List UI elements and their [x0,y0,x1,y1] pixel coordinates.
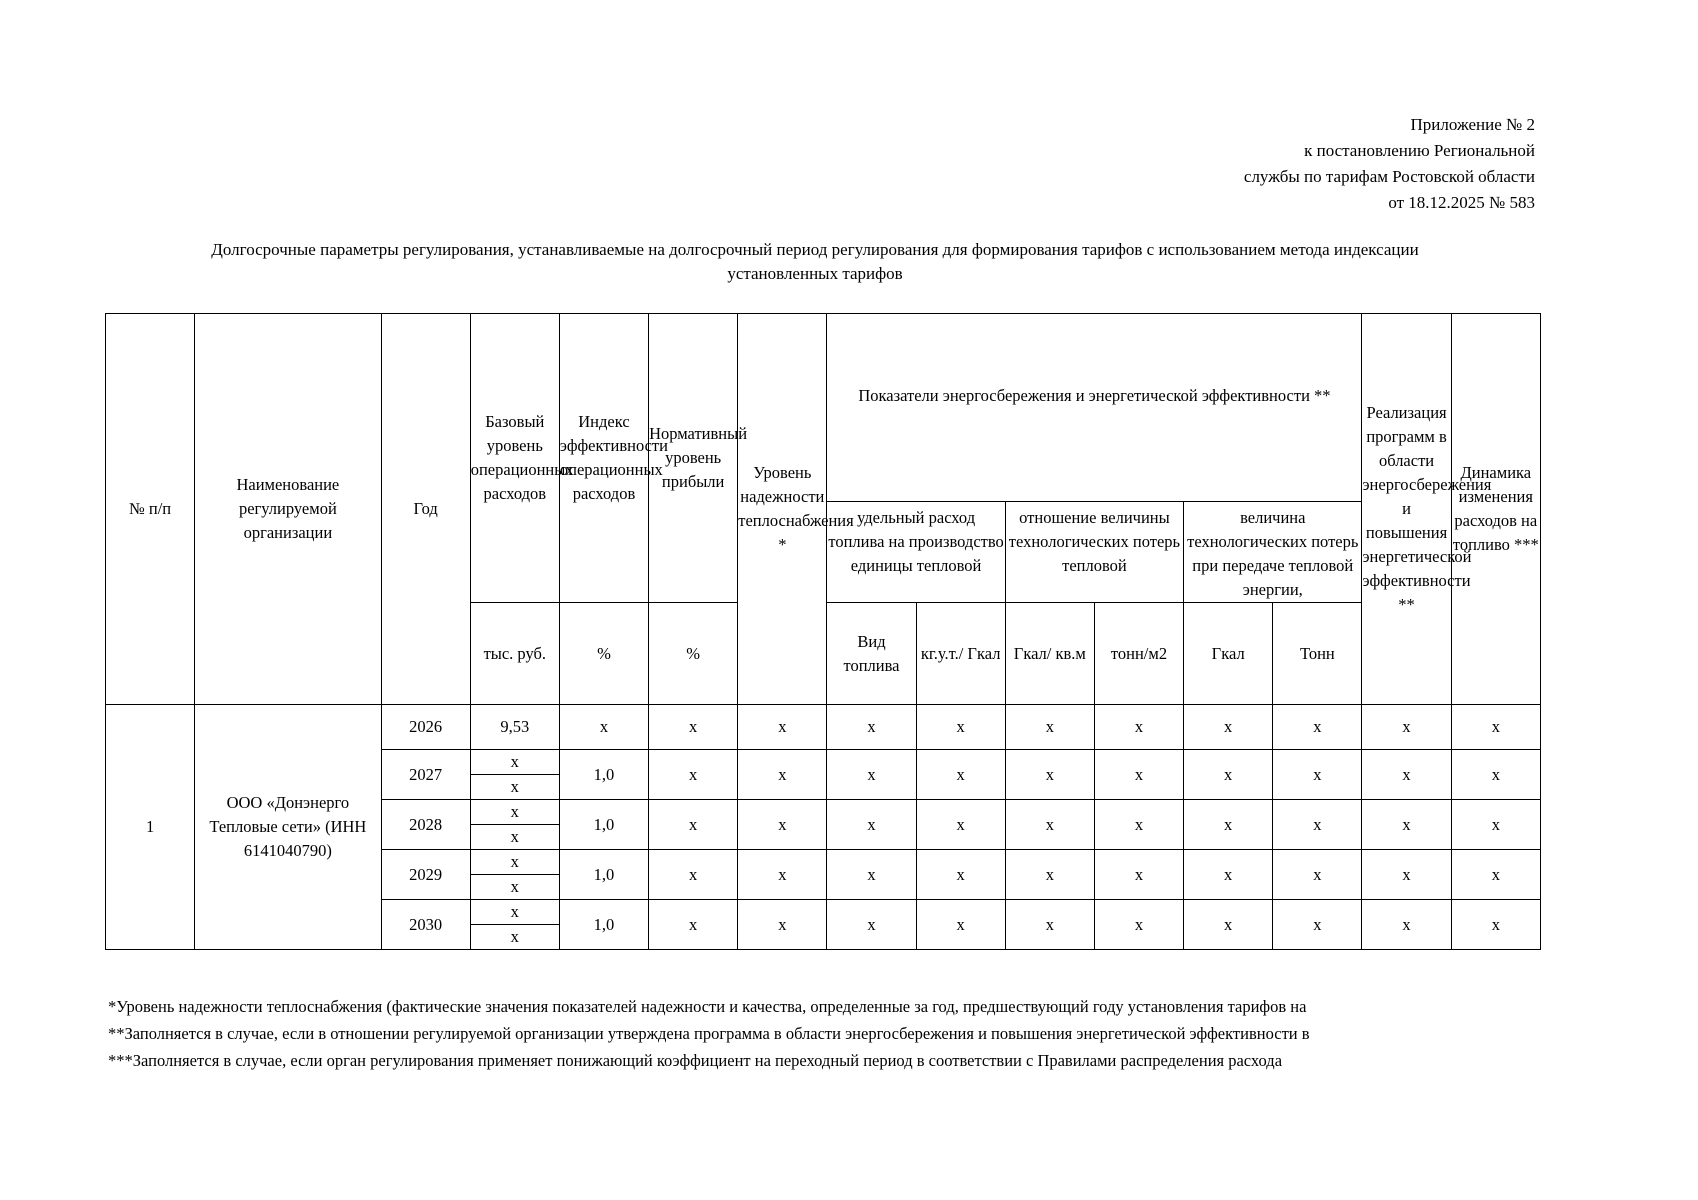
footnote-3: ***Заполняется в случае, если орган регулирования применяет понижающий коэффициент на переходный период в соответствии с Правилами распределения расхода [108,1051,1283,1070]
appendix-line-2: к постановлению Региональной [1304,141,1535,160]
cell-mark: x [1184,900,1273,950]
row-base-level-top: x [470,800,559,825]
unit-ton-m2: тонн/м2 [1094,603,1183,705]
footnote-2: **Заполняется в случае, если в отношении регулируемой организации утверждена программа в области энергосбережения и повышения энергетической эффективности в [108,1024,1310,1043]
cell-mark: x [1094,850,1183,900]
appendix-line-3: службы по тарифам Ростовской области [1243,167,1535,186]
parameters-table [105,313,1541,950]
title-line-2: установленных тарифов [727,264,903,283]
cell-mark: x [1362,750,1451,800]
unit-gcal-sqm: Гкал/ кв.м [1005,603,1094,705]
header-index-eff: Индекс эффективности операционных расходов [559,314,648,603]
row-base-level-bottom: x [470,875,559,900]
unit-norm-profit: % [649,603,738,705]
row-base-level-top: x [470,850,559,875]
unit-ton: Тонн [1273,603,1362,705]
row-base-level-bottom: x [470,775,559,800]
cell-mark: x [1094,900,1183,950]
row-base-level-top: x [470,900,559,925]
cell-mark: x [916,750,1005,800]
table-row [106,705,1541,750]
cell-mark: x [649,900,738,950]
row-index-eff: 1,0 [559,800,648,850]
cell-mark: x [1184,800,1273,850]
cell-mark: x [827,900,916,950]
cell-mark: x [1005,900,1094,950]
header-specific-fuel: удельный расход топлива на производство единицы тепловой [827,502,1005,603]
cell-mark: x [1451,750,1540,800]
cell-mark: x [1362,850,1451,900]
row-year: 2028 [381,800,470,850]
header-loss-ratio: отношение величины технологических потерь тепловой [1005,502,1183,603]
cell-mark: x [1273,900,1362,950]
row-index-eff: x [559,705,648,750]
header-base-level [470,314,574,603]
cell-mark: x [738,800,827,850]
cell-mark: x [649,750,738,800]
cell-mark: x [738,705,827,750]
cell-mark: x [1184,705,1273,750]
cell-mark: x [1362,900,1451,950]
cell-mark: x [827,800,916,850]
cell-mark: x [1273,750,1362,800]
unit-fuel-type: Вид топлива [827,603,916,705]
cell-mark: x [1362,800,1451,850]
cell-mark: x [916,705,1005,750]
footnotes [108,993,1548,1074]
header-num: № п/п [106,314,195,705]
header-program: Реализация программ в области энергосбережения и повышения энергетической эффективности ** [1362,314,1451,705]
cell-mark: x [1451,900,1540,950]
appendix-line-4: от 18.12.2025 № 583 [1388,193,1535,212]
cell-mark: x [1005,800,1094,850]
cell-mark: x [649,705,738,750]
cell-mark: x [1451,705,1540,750]
cell-mark: x [1094,800,1183,850]
org-number: 1 [106,705,195,950]
cell-mark: x [1094,750,1183,800]
document-title [105,238,1525,286]
row-year: 2029 [381,850,470,900]
cell-mark: x [1273,800,1362,850]
header-year: Год [381,314,470,705]
cell-mark: x [738,900,827,950]
cell-mark: x [1184,850,1273,900]
cell-mark: x [1094,705,1183,750]
cell-mark: x [916,900,1005,950]
cell-mark: x [649,800,738,850]
row-base-level-bottom: x [470,925,559,950]
header-org: Наименование регулируемой организации [195,314,381,705]
footnote-1: *Уровень надежности теплоснабжения (фактические значения показателей надежности и качества, определенные за год, предшествующий году установления тарифов на [108,997,1307,1016]
row-index-eff: 1,0 [559,900,648,950]
header-energy-group: Показатели энергосбережения и энергетической эффективности ** [827,314,1362,502]
cell-mark: x [827,750,916,800]
cell-mark: x [1273,850,1362,900]
row-year: 2026 [381,705,470,750]
cell-mark: x [1005,850,1094,900]
cell-mark: x [827,705,916,750]
row-index-eff: 1,0 [559,750,648,800]
cell-mark: x [649,850,738,900]
appendix-line-1: Приложение № 2 [1410,115,1535,134]
row-base-level-top: x [470,750,559,775]
cell-mark: x [1005,705,1094,750]
cell-mark: x [1005,750,1094,800]
row-year: 2027 [381,750,470,800]
row-base-level: 9,53 [470,705,559,750]
cell-mark: x [1362,705,1451,750]
header-reliability: Уровень надежности теплоснабжения * [738,314,827,705]
org-name: ООО «Донэнерго Тепловые сети» (ИНН 6141040790) [195,705,381,950]
header-dynamics: Динамика изменения расходов на топливо *** [1451,314,1540,705]
unit-index-eff: % [559,603,648,705]
appendix-header [1244,112,1535,216]
cell-mark: x [916,850,1005,900]
unit-gcal: Гкал [1184,603,1273,705]
header-loss-value: величина технологических потерь при передаче тепловой энергии, [1184,502,1362,603]
row-year: 2030 [381,900,470,950]
unit-base-level: тыс. руб. [470,603,559,705]
cell-mark: x [1451,850,1540,900]
cell-mark: x [1451,800,1540,850]
title-line-1: Долгосрочные параметры регулирования, устанавливаемые на долгосрочный период регулирования для формирования тарифов с использованием метода индексации [211,240,1419,259]
cell-mark: x [1184,750,1273,800]
header-norm-profit: Нормативный уровень прибыли [649,314,738,603]
cell-mark: x [916,800,1005,850]
cell-mark: x [1273,705,1362,750]
unit-fuel-rate: кг.у.т./ Гкал [916,603,1005,705]
cell-mark: x [827,850,916,900]
header-base-level-label: Базовый уровень операционных расходов [470,412,574,503]
cell-mark: x [738,850,827,900]
row-index-eff: 1,0 [559,850,648,900]
row-base-level-bottom: x [470,825,559,850]
cell-mark: x [738,750,827,800]
